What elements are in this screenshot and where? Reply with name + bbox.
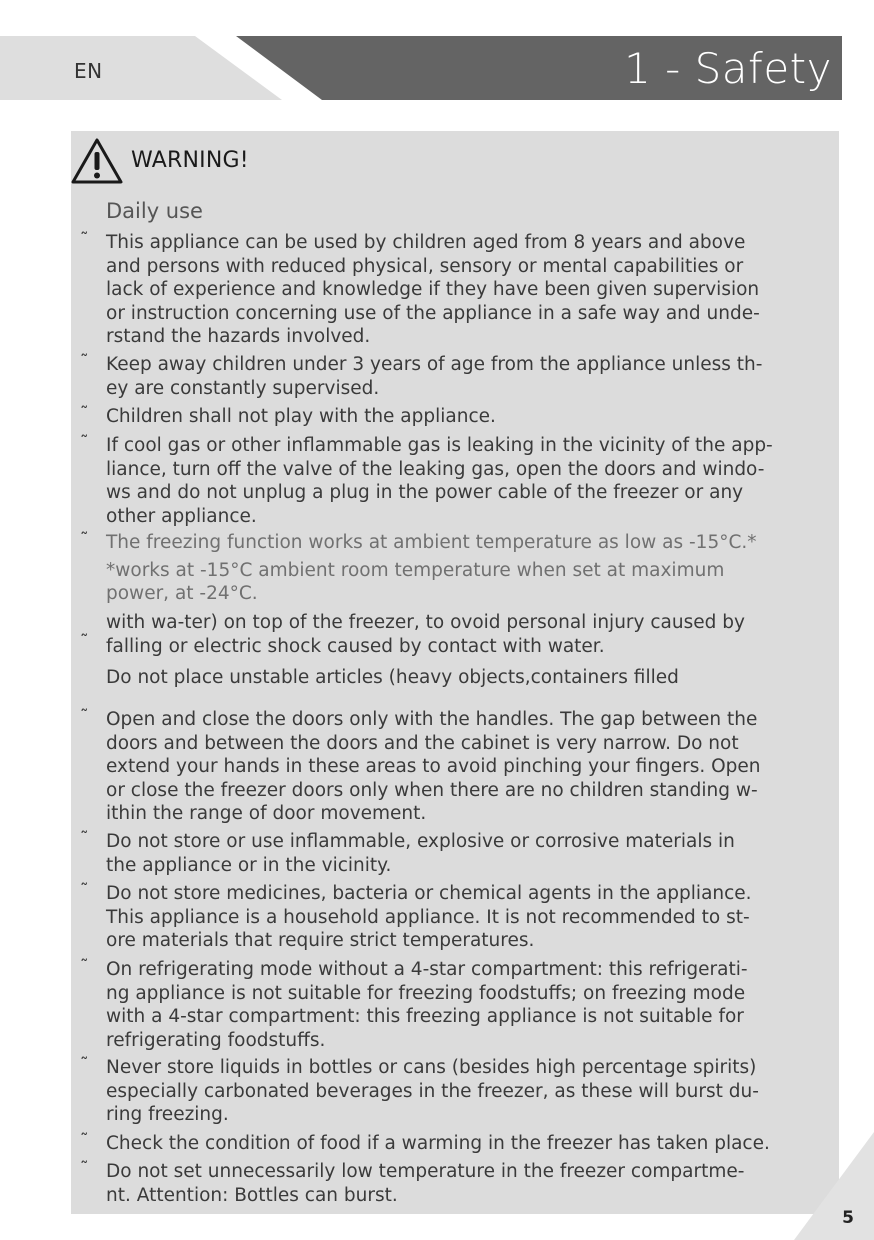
- item-line: The freezing function works at ambient temperature as low as -15°C.*: [106, 532, 757, 553]
- item-line: ore materials that require strict temperatures.: [106, 930, 535, 951]
- list-item: [80, 230, 838, 349]
- item-line: falling or electric shock caused by contact with water.: [106, 635, 605, 657]
- bullet-marker: ˜: [80, 1131, 89, 1151]
- item-line: Do not store or use inflammable, explosive or corrosive materials in: [106, 831, 735, 852]
- bullet-marker: ˜: [80, 352, 89, 372]
- list-item: [80, 433, 838, 528]
- bullet-marker: ˜: [80, 230, 89, 250]
- item-line: other appliance.: [106, 505, 257, 527]
- item-line: Do not store medicines, bacteria or chemical agents in the appliance.: [106, 883, 752, 904]
- item-line: Do not place unstable articles (heavy objects,containers filled: [106, 667, 679, 688]
- item-line: with wa-ter) on top of the freezer, to ovoid personal injury caused by: [106, 612, 745, 633]
- list-item: [80, 957, 838, 1052]
- warning-triangle-icon: [70, 137, 124, 185]
- list-item: [80, 707, 838, 826]
- item-line: with a 4-star compartment: this freezing appliance is not suitable for: [106, 1006, 744, 1027]
- item-line: extend your hands in these areas to avoid pinching your fingers. Open: [106, 756, 761, 777]
- item-line: especially carbonated beverages in the freezer, as these will burst du-: [106, 1080, 759, 1102]
- item-line: lack of experience and knowledge if they have been given supervision: [106, 279, 760, 300]
- list-item: [80, 404, 838, 429]
- item-line: This appliance is a household appliance. It is not recommended to st-: [106, 906, 750, 928]
- list-item: [80, 1055, 838, 1127]
- page-number: 5: [842, 1208, 854, 1228]
- language-label: EN: [74, 59, 103, 83]
- item-line: *works at -15°C ambient room temperature when set at maximum: [106, 559, 725, 581]
- bullet-marker: ˜: [80, 433, 89, 453]
- list-item: [80, 611, 838, 658]
- item-line: or close the freezer doors only when there are no children standing w-: [106, 779, 758, 801]
- item-line: Do not set unnecessarily low temperature in the freezer compartme-: [106, 1161, 745, 1182]
- item-line: This appliance can be used by children aged from 8 years and above: [106, 232, 746, 253]
- item-line: and persons with reduced physical, sensory or mental capabilities or: [106, 255, 744, 277]
- bullet-marker: ˜: [80, 530, 89, 550]
- list-item: [80, 352, 838, 400]
- bullet-marker: ˜: [80, 1159, 89, 1179]
- list-item: [80, 1159, 838, 1207]
- item-line: liance, turn off the valve of the leaking gas, open the doors and windo-: [106, 458, 765, 480]
- list-item: [80, 530, 838, 606]
- bullet-marker: ˜: [80, 707, 89, 727]
- item-line: ithin the range of door movement.: [106, 803, 427, 824]
- warning-label: WARNING!: [131, 148, 249, 173]
- list-item-continuation: [106, 666, 838, 690]
- item-line: nt. Attention: Bottles can burst.: [106, 1184, 398, 1206]
- bullet-marker: ˜: [80, 881, 89, 901]
- language-tab: [0, 36, 282, 100]
- item-line: power, at -24°C.: [106, 583, 258, 604]
- item-line: Check the condition of food if a warming in the freezer has taken place.: [106, 1133, 770, 1154]
- list-item: [80, 829, 838, 877]
- item-line: Open and close the doors only with the handles. The gap between the: [106, 709, 758, 730]
- list-item: [80, 881, 838, 953]
- item-line: On refrigerating mode without a 4-star compartment: this refrigerati-: [106, 959, 748, 980]
- item-line: ws and do not unplug a plug in the power cable of the freezer or any: [106, 482, 744, 503]
- bullet-marker: ˜: [80, 957, 89, 977]
- item-line: ng appliance is not suitable for freezing foodstuffs; on freezing mode: [106, 982, 746, 1004]
- section-title-heading: 1 - Safety: [624, 44, 832, 93]
- bullet-marker: ˜: [80, 1055, 89, 1075]
- bullet-marker: ˜: [80, 632, 89, 652]
- item-line: ey are constantly supervised.: [106, 377, 380, 399]
- bullet-marker: ˜: [80, 829, 89, 849]
- item-line: the appliance or in the vicinity.: [106, 854, 392, 876]
- item-line: refrigerating foodstuffs.: [106, 1029, 326, 1051]
- daily-use-heading: Daily use: [106, 199, 203, 223]
- item-line: Keep away children under 3 years of age from the appliance unless th-: [106, 354, 763, 375]
- list-item: [80, 1131, 838, 1156]
- item-line: rstand the hazards involved.: [106, 326, 371, 347]
- item-line: or instruction concerning use of the appliance in a safe way and unde-: [106, 302, 760, 324]
- item-line: Children shall not play with the appliance.: [106, 406, 496, 427]
- item-line: If cool gas or other inflammable gas is leaking in the vicinity of the app-: [106, 435, 773, 456]
- bullet-marker: ˜: [80, 404, 89, 424]
- item-line: doors and between the doors and the cabinet is very narrow. Do not: [106, 732, 739, 754]
- item-line: ring freezing.: [106, 1104, 229, 1125]
- item-line: Never store liquids in bottles or cans (besides high percentage spirits): [106, 1057, 757, 1078]
